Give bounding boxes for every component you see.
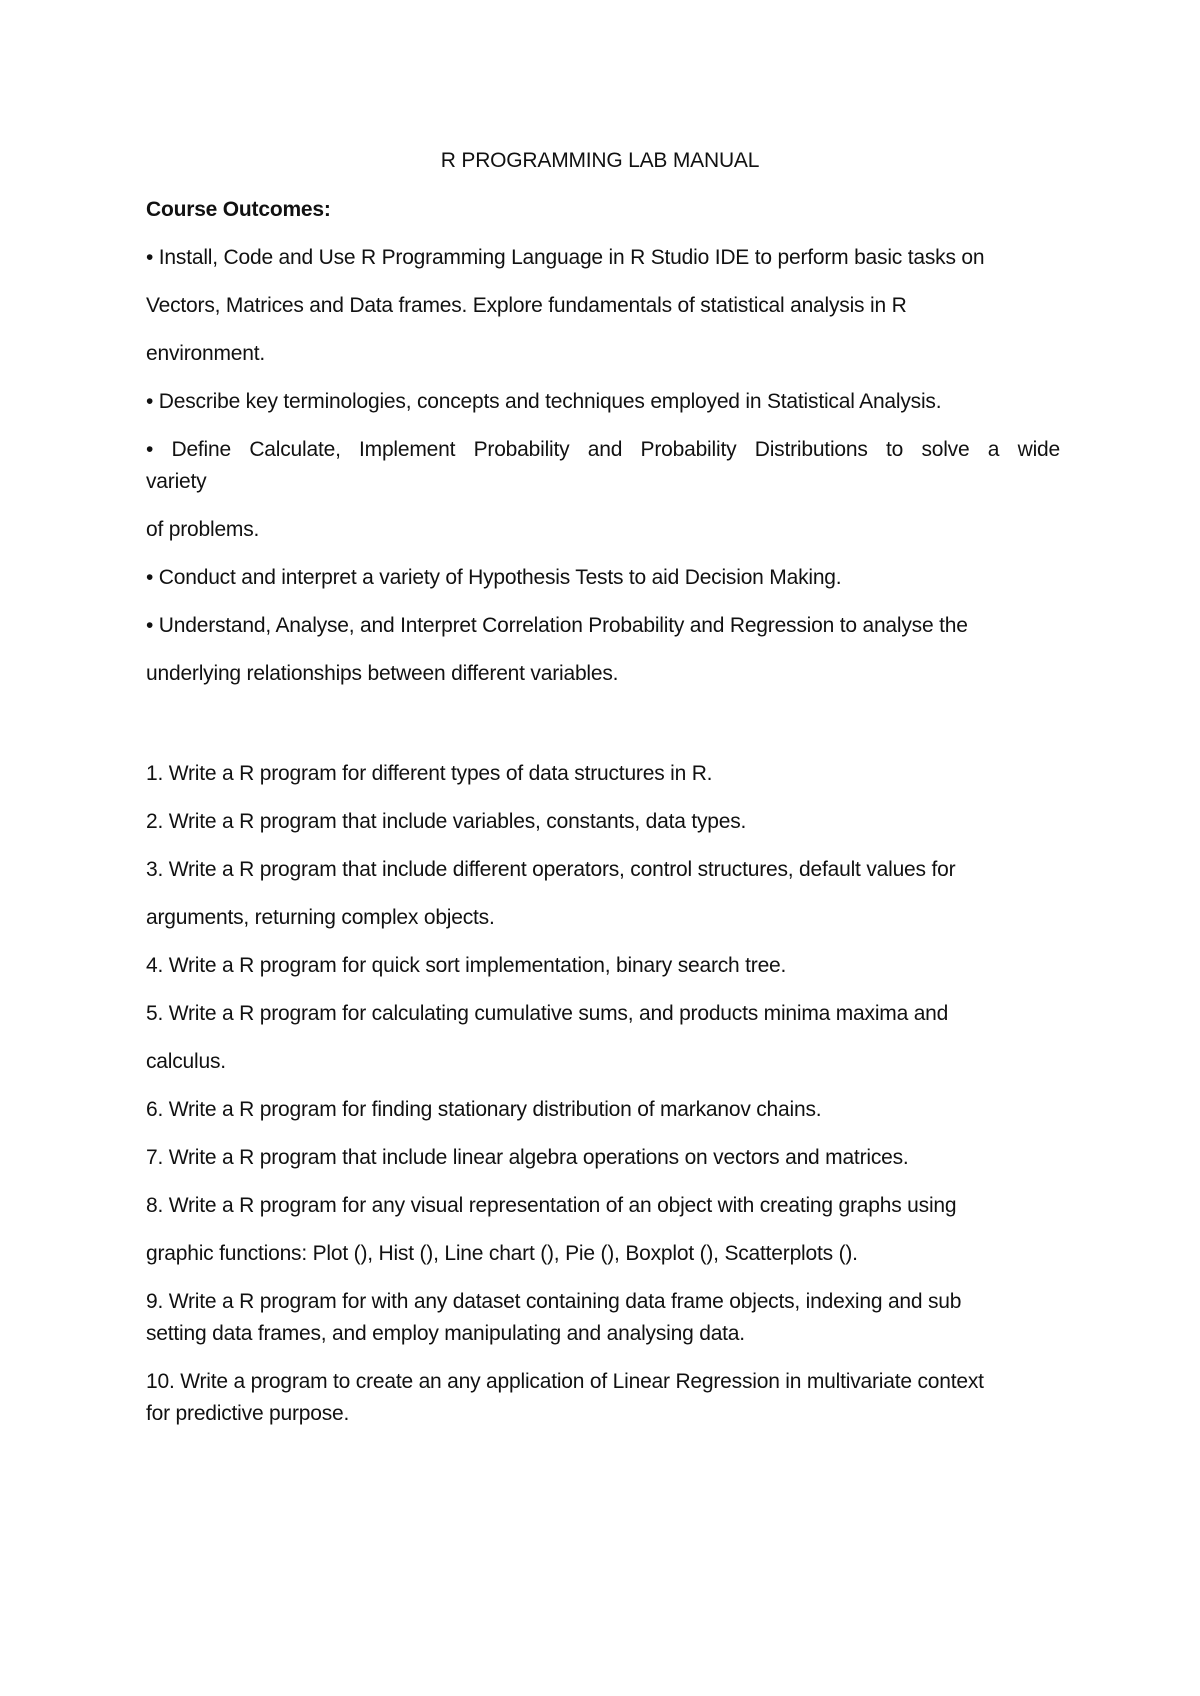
outcome-line: • Describe key terminologies, concepts and techniques employed in Statistical Analysis. xyxy=(146,390,942,413)
outcome-line: • Install, Code and Use R Programming Language in R Studio IDE to perform basic tasks on xyxy=(146,246,985,269)
outcome-line: • Understand, Analyse, and Interpret Correlation Probability and Regression to analyse the xyxy=(146,614,968,637)
program-item: 10. Write a program to create an any application of Linear Regression in multivariate context xyxy=(146,1370,984,1393)
program-item: 7. Write a R program that include linear algebra operations on vectors and matrices. xyxy=(146,1146,909,1169)
program-item: setting data frames, and employ manipulating and analysing data. xyxy=(146,1322,745,1345)
outcome-line: • Conduct and interpret a variety of Hypothesis Tests to aid Decision Making. xyxy=(146,566,842,589)
program-item: graphic functions: Plot (), Hist (), Line chart (), Pie (), Boxplot (), Scatterplots (). xyxy=(146,1242,858,1265)
outcome-line: variety xyxy=(146,470,207,493)
program-item: 5. Write a R program for calculating cumulative sums, and products minima maxima and xyxy=(146,1002,949,1025)
program-item: calculus. xyxy=(146,1050,226,1073)
program-item: arguments, returning complex objects. xyxy=(146,906,495,929)
program-item: 8. Write a R program for any visual representation of an object with creating graphs using xyxy=(146,1194,957,1217)
page-title: R PROGRAMMING LAB MANUAL xyxy=(440,149,760,172)
program-item: for predictive purpose. xyxy=(146,1402,350,1425)
outcome-line: Vectors, Matrices and Data frames. Explore fundamentals of statistical analysis in R xyxy=(146,294,907,317)
outcome-line: underlying relationships between different variables. xyxy=(146,662,619,685)
program-item: 3. Write a R program that include different operators, control structures, default values for xyxy=(146,858,956,881)
program-item: 2. Write a R program that include variables, constants, data types. xyxy=(146,810,747,833)
outcome-line: of problems. xyxy=(146,518,260,541)
outcomes-heading: Course Outcomes: xyxy=(146,198,331,221)
outcome-line: environment. xyxy=(146,342,265,365)
program-item: 4. Write a R program for quick sort implementation, binary search tree. xyxy=(146,954,787,977)
program-item: 1. Write a R program for different types of data structures in R. xyxy=(146,762,713,785)
program-item: 9. Write a R program for with any dataset containing data frame objects, indexing and sub xyxy=(146,1290,962,1313)
program-item: 6. Write a R program for finding stationary distribution of markanov chains. xyxy=(146,1098,822,1121)
outcome-line: • Define Calculate, Implement Probability and Probability Distributions to solve a wide xyxy=(146,438,1060,461)
